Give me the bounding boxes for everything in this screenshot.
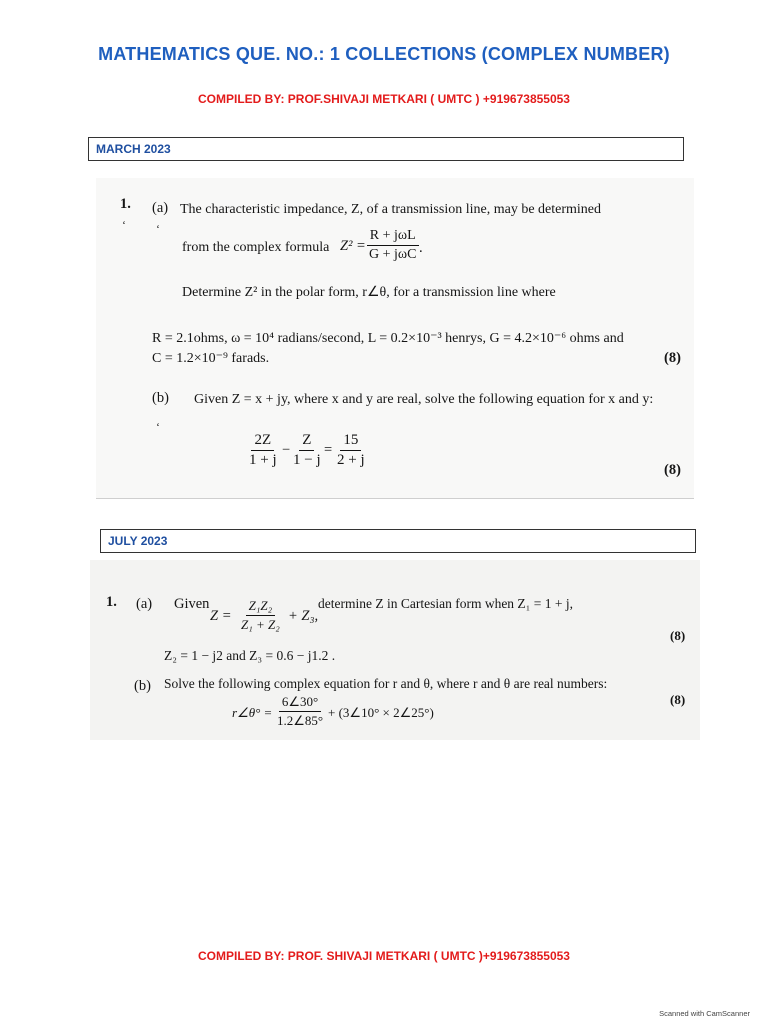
part-b-line-1: Given Z = x + jy, where x and y are real, solve the following equation for x and y: xyxy=(194,392,654,407)
section-label-july-2023: JULY 2023 xyxy=(100,529,696,553)
part-b-line-1: Solve the following complex equation for r and θ, where r and θ are real numbers: xyxy=(164,676,608,691)
polar-formula-fraction xyxy=(274,694,326,729)
part-a-line-3: Determine Z² in the polar form, r∠θ, for a transmission line where xyxy=(182,285,556,300)
fraction-numerator: Z₁Z₂ xyxy=(246,598,276,616)
part-a-label: (a) xyxy=(152,200,169,216)
equals-sign: = xyxy=(324,442,333,458)
formula-lhs: Z = xyxy=(210,608,232,624)
part-a-marks: (8) xyxy=(670,628,686,643)
section-label-march-2023: MARCH 2023 xyxy=(88,137,684,161)
fraction-denominator: 1 − j xyxy=(293,452,321,468)
formula-lhs: r∠θ° = xyxy=(232,705,273,720)
part-a-line-1: determine Z in Cartesian form when Z₁ = 1 + j, xyxy=(318,596,573,611)
scan-mark: ‘ xyxy=(122,218,126,232)
equation-fraction-1 xyxy=(246,432,280,469)
part-b-label: (b) xyxy=(134,678,151,694)
fraction-numerator: Z xyxy=(299,432,314,451)
fraction-numerator: 6∠30° xyxy=(279,694,321,712)
formula-period: . xyxy=(419,240,423,256)
march-2023-question-scan xyxy=(96,178,694,498)
part-a-given: Given xyxy=(174,596,210,612)
part-a-line-2: Z₂ = 1 − j2 and Z₃ = 0.6 − j1.2 . xyxy=(164,648,336,663)
fraction-denominator: 1 + j xyxy=(249,452,277,468)
part-a-line-5: C = 1.2×10⁻⁹ farads. xyxy=(152,351,270,366)
equation-fraction-3 xyxy=(334,432,368,469)
minus-sign: − xyxy=(282,442,291,458)
question-number: 1. xyxy=(120,196,131,212)
formula-tail: + (3∠10° × 2∠25°) xyxy=(328,705,434,720)
fraction-denominator: 2 + j xyxy=(337,452,365,468)
fraction-denominator: G + jωC xyxy=(369,247,417,262)
part-a-line-1: The characteristic impedance, Z, of a transmission line, may be determined xyxy=(180,202,602,217)
part-a-line-2: from the complex formula xyxy=(182,240,330,255)
part-b-label: (b) xyxy=(152,390,169,406)
question-number: 1. xyxy=(106,594,117,610)
formula-lhs: Z² = xyxy=(340,238,366,254)
compiled-by-header: COMPILED BY: PROF.SHIVAJI METKARI ( UMTC ) +919673855053 xyxy=(198,92,570,106)
scan-divider xyxy=(96,498,694,499)
cartesian-formula-fraction xyxy=(238,598,283,633)
part-b-marks: (8) xyxy=(670,692,686,707)
formula-tail: + Z₃, xyxy=(288,608,319,624)
fraction-numerator: R + jωL xyxy=(367,228,419,246)
fraction-numerator: 15 xyxy=(340,432,361,451)
fraction-numerator: 2Z xyxy=(251,432,274,451)
page-title: MATHEMATICS QUE. NO.: 1 COLLECTIONS (COMPLEX NUMBER) xyxy=(98,44,670,64)
part-a-marks: (8) xyxy=(664,350,681,366)
part-a-label: (a) xyxy=(136,596,153,612)
part-b-marks: (8) xyxy=(664,462,681,478)
fraction-denominator: 1.2∠85° xyxy=(277,713,324,728)
july-2023-question-scan xyxy=(90,560,700,740)
equation-fraction-2 xyxy=(290,432,324,469)
scan-mark: ‘ xyxy=(156,222,160,236)
scan-mark: ‘ xyxy=(156,420,160,434)
compiled-by-footer: COMPILED BY: PROF. SHIVAJI METKARI ( UMTC )+919673855053 xyxy=(198,949,570,963)
fraction-denominator: Z₁ + Z₂ xyxy=(241,617,280,632)
part-a-line-4: R = 2.1ohms, ω = 10⁴ radians/second, L = 0.2×10⁻³ henrys, G = 4.2×10⁻⁶ ohms and xyxy=(152,331,624,346)
impedance-formula-fraction xyxy=(366,228,419,263)
scanner-watermark: Scanned with CamScanner xyxy=(659,1009,750,1018)
